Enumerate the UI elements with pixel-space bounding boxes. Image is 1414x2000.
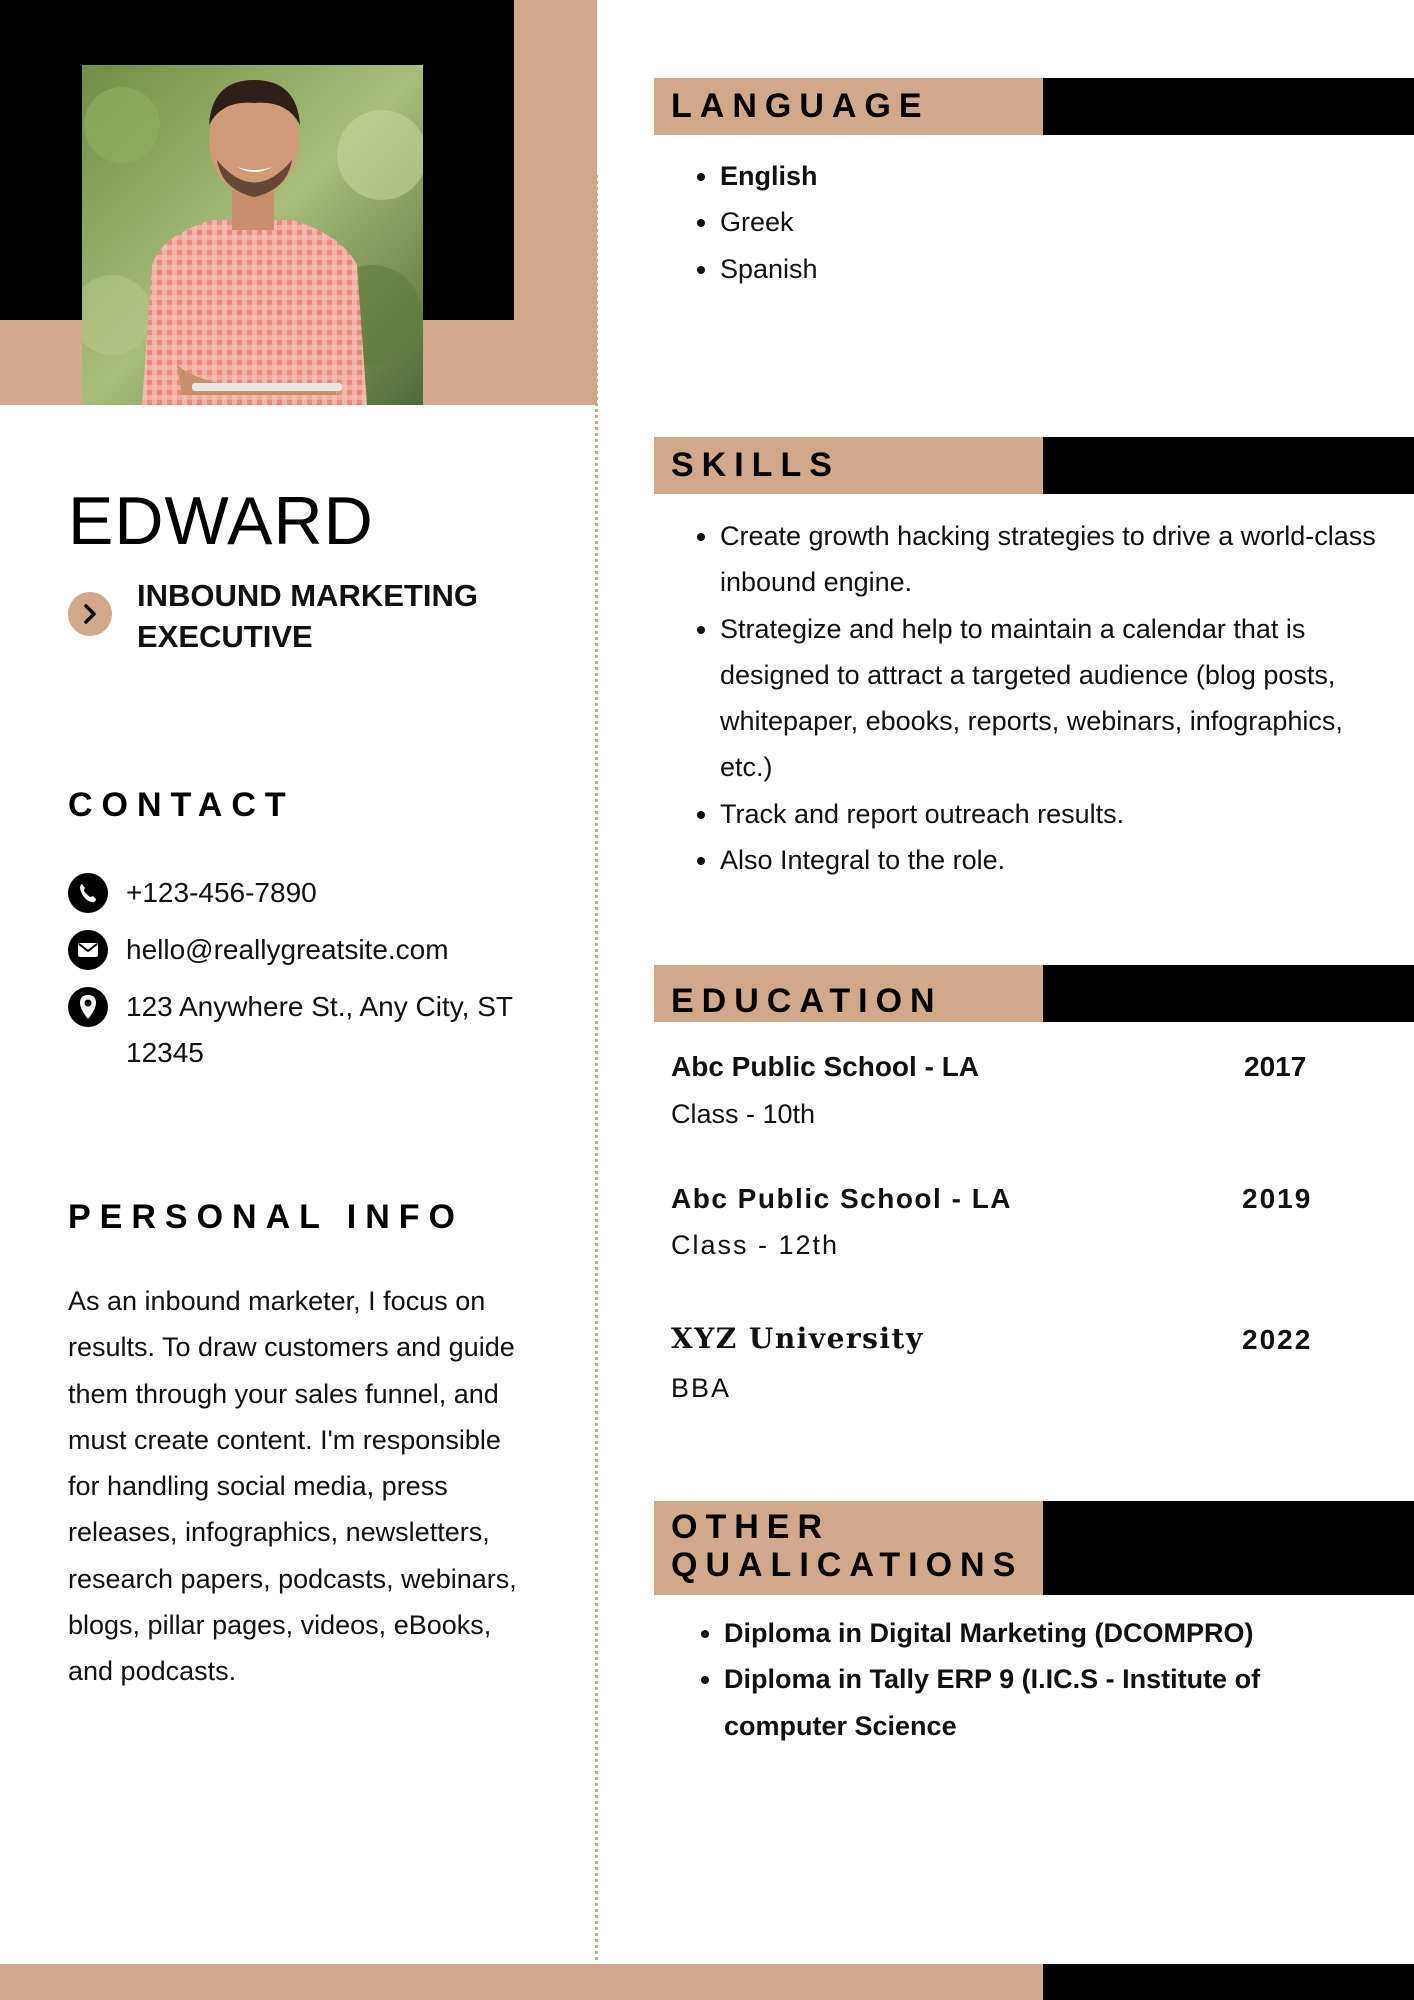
contact-address-row	[68, 984, 538, 1076]
language-section-header	[654, 78, 1414, 135]
personal-info-heading: PERSONAL INFO	[68, 1198, 464, 1236]
skills-section-header	[654, 437, 1414, 494]
language-list	[678, 153, 1414, 292]
qualifications-section-header	[654, 1501, 1414, 1595]
education-detail: Class - 12th	[671, 1230, 840, 1260]
footer-tan-band	[0, 1964, 1043, 2000]
address-text: 123 Anywhere St., Any City, ST 12345	[126, 991, 513, 1068]
skill-item: • Track and report outreach results.	[720, 791, 1400, 837]
education-year: 2017	[1244, 1051, 1307, 1082]
email-text[interactable]: hello@reallygreatsite.com	[126, 934, 449, 965]
education-detail: BBA	[671, 1373, 732, 1403]
language-heading: LANGUAGE	[671, 87, 930, 125]
skill-item: • Also Integral to the role.	[720, 837, 1400, 883]
education-detail: Class - 10th	[671, 1099, 816, 1129]
column-divider	[595, 175, 598, 1960]
contact-phone-row	[68, 870, 548, 916]
chevron-right-icon	[68, 592, 112, 636]
education-institution: Abc Public School - LA	[671, 1051, 980, 1082]
education-institution: XYZ University	[671, 1322, 924, 1355]
profile-photo	[82, 65, 423, 405]
qualifications-list	[682, 1610, 1364, 1749]
skills-list	[678, 513, 1400, 883]
qualification-item: • Diploma in Tally ERP 9 (I.IC.S - Institute of computer Science	[724, 1656, 1364, 1749]
phone-icon	[68, 873, 108, 913]
personal-info-text: As an inbound marketer, I focus on results. To draw customers and guide them through your sales funnel, and must create content. I'm responsible for handling social media, press releases, infographics, newsletters, research papers, podcasts, webinars, blogs, pillar pages, videos, eBooks, and podcasts.	[68, 1286, 517, 1687]
skill-item: • Strategize and help to maintain a calendar that is designed to attract a targeted audience (blog posts, whitepaper, ebooks, reports, webinars, infographics, etc.)	[720, 606, 1400, 791]
qualifications-heading-line1: OTHER	[671, 1508, 830, 1546]
mail-icon	[68, 930, 108, 970]
qualification-item: • Diploma in Digital Marketing (DCOMPRO)	[724, 1610, 1364, 1656]
skill-item: • Create growth hacking strategies to drive a world-class inbound engine.	[720, 513, 1400, 606]
footer-black-band	[1043, 1964, 1414, 2000]
skills-heading: SKILLS	[671, 446, 840, 484]
language-item: • Greek	[720, 199, 1414, 245]
phone-text[interactable]: +123-456-7890	[126, 877, 317, 908]
contact-email-row	[68, 927, 548, 973]
language-item: • Spanish	[720, 246, 1414, 292]
language-item: • English	[720, 153, 1414, 199]
job-title: INBOUND MARKETING EXECUTIVE	[137, 578, 478, 654]
education-institution: Abc Public School - LA	[671, 1183, 1013, 1214]
education-section-header	[654, 965, 1414, 1022]
qualifications-heading-line2: QUALICATIONS	[671, 1546, 1024, 1584]
education-heading: EDUCATION	[671, 982, 943, 1020]
contact-heading: CONTACT	[68, 786, 295, 824]
qualifications-heading	[671, 1508, 1023, 1584]
location-pin-icon	[68, 987, 108, 1027]
education-year: 2022	[1242, 1324, 1313, 1355]
person-name: EDWARD	[68, 483, 374, 559]
education-year: 2019	[1242, 1183, 1313, 1214]
